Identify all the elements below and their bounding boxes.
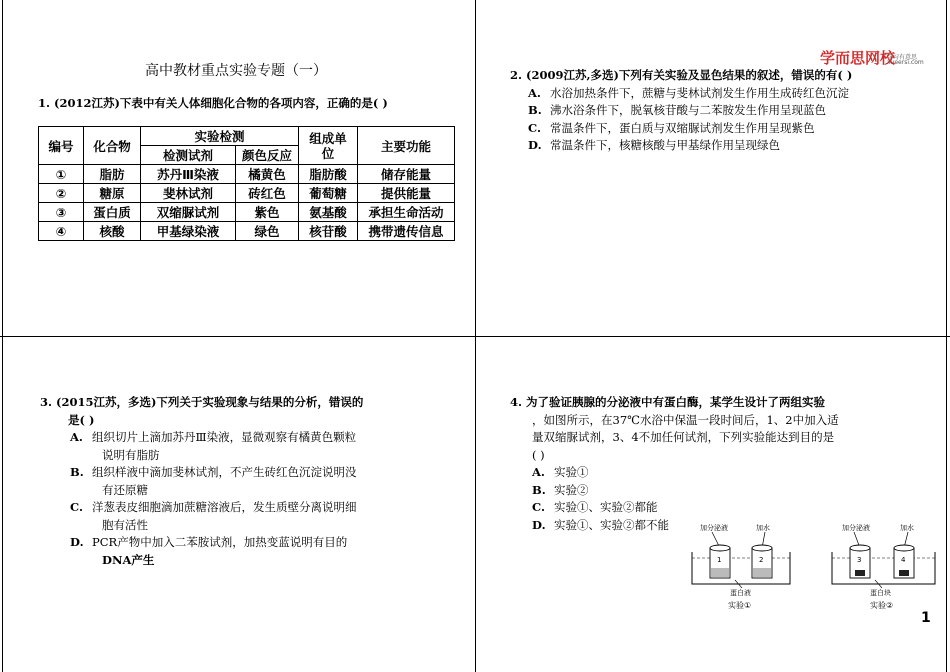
option-text: 实验② (554, 482, 589, 497)
option-a-cont: 说明有脂肪 (102, 447, 160, 462)
logo-text: 学而思网校 (820, 49, 896, 67)
th-function: 主要功能 (358, 127, 455, 165)
table-row (39, 165, 455, 184)
horizontal-divider (0, 336, 950, 337)
question-1-stem: 1. (2012江苏)下表中有关人体细胞化合物的各项内容，正确的是( ) (38, 96, 388, 110)
tube-2-label: 2 (759, 556, 764, 564)
th-compound: 化合物 (84, 127, 141, 165)
option-d-cont: DNA产生 (102, 552, 155, 567)
option-c-cont: 胞有活性 (102, 517, 148, 532)
option-text: 实验① (554, 465, 589, 479)
exp1-bottom-label: 蛋白液 (730, 589, 751, 597)
table-row (39, 184, 455, 203)
option-text: 水浴加热条件下，蔗糖与斐林试剂发生作用生成砖红色沉淀 (550, 85, 849, 100)
option-b (510, 482, 930, 500)
table-row (39, 203, 455, 222)
option-label: C. (532, 500, 545, 514)
option-label: A. (532, 465, 545, 479)
option-label: B. (70, 465, 84, 479)
table-row (39, 222, 455, 241)
cell-unit: 核苷酸 (299, 222, 358, 241)
cell-compound: 脂肪 (84, 165, 141, 184)
cell-no: ③ (39, 203, 84, 222)
cell-reagent: 斐林试剂 (141, 184, 236, 203)
option-a (40, 429, 460, 447)
option-label: A. (70, 430, 83, 444)
question-4-stem-line2: ，如图所示，在37℃水浴中保温一段时间后，1、2中加入适 (532, 412, 839, 427)
option-text: 组织样液中滴加斐林试剂，不产生砖红色沉淀说明没 (92, 465, 357, 479)
option-label: C. (528, 120, 541, 135)
th-reagent: 检测试剂 (141, 146, 236, 165)
option-label: A. (528, 85, 541, 100)
option-d (510, 137, 940, 155)
page-title: 高中教材重点实验专题（一） (145, 63, 327, 79)
cell-color: 橘黄色 (236, 165, 299, 184)
cell-unit: 氨基酸 (299, 203, 358, 222)
cell-compound: 糖原 (84, 184, 141, 203)
th-color: 颜色反应 (236, 146, 299, 165)
option-text: 沸水浴条件下，脱氧核苷酸与二苯胺发生作用呈现蓝色 (550, 103, 826, 117)
cell-color: 砖红色 (236, 184, 299, 203)
page-number: 1 (921, 610, 931, 626)
tube-4-label: 4 (901, 556, 906, 564)
question-3-stem-line1: 3. (2015江苏，多选)下列关于实验现象与结果的分析，错误的 (40, 395, 364, 409)
logo-url: xueersi.com (887, 59, 924, 66)
cell-compound: 蛋白质 (84, 203, 141, 222)
option-b-cont: 有还原糖 (102, 482, 148, 497)
th-unit-text: 组成单位 (309, 130, 347, 161)
cell-unit: 葡萄糖 (299, 184, 358, 203)
option-c (510, 499, 930, 517)
cell-unit: 脂肪酸 (299, 165, 358, 184)
cell-no: ② (39, 184, 84, 203)
option-text: 常温条件下，核糖核酸与甲基绿作用呈现绿色 (550, 138, 780, 152)
option-c (510, 120, 940, 138)
th-detect: 实验检测 (141, 127, 299, 146)
option-text: 洋葱表皮细胞滴加蔗糖溶液后，发生质壁分离说明细 (92, 500, 357, 514)
option-text: 实验①、实验②都不能 (554, 517, 669, 532)
option-label: C. (70, 500, 83, 514)
question-4-stem-line3: 量双缩脲试剂，3、4不加任何试剂，下列实验能达到目的是 (532, 430, 835, 444)
cell-function: 提供能量 (358, 184, 455, 203)
option-b (40, 464, 460, 482)
exp2-secretion-label: 加分泌液 (842, 524, 870, 532)
cell-reagent: 双缩脲试剂 (141, 203, 236, 222)
experiment-1 (692, 523, 790, 610)
option-text: PCR产物中加入二苯胺试剂，加热变蓝说明有目的 (92, 535, 348, 549)
question-4 (510, 394, 930, 534)
cell-no: ① (39, 165, 84, 184)
exp1-secretion-label: 加分泌液 (700, 524, 728, 532)
cell-function: 承担生命活动 (358, 203, 455, 222)
option-text: 组织切片上滴加苏丹Ⅲ染液，显微观察有橘黄色颗粒 (92, 430, 357, 444)
tube-3-label: 3 (857, 556, 862, 564)
cell-reagent: 甲基绿染液 (141, 222, 236, 241)
th-unit (299, 127, 358, 165)
option-b (510, 102, 940, 120)
compound-table (38, 126, 455, 241)
option-a (510, 464, 930, 482)
exp1-caption: 实验① (728, 601, 752, 610)
cell-compound: 核酸 (84, 222, 141, 241)
question-3-stem-line2: 是( ) (68, 412, 95, 427)
cell-reagent: 苏丹Ⅲ染液 (141, 165, 236, 184)
option-label: D. (532, 517, 546, 532)
option-text: 常温条件下，蛋白质与双缩脲试剂发生作用呈现紫色 (550, 120, 815, 135)
exp2-bottom-label: 蛋白块 (870, 589, 891, 597)
cell-function: 携带遗传信息 (358, 222, 455, 241)
question-4-stem-line4: ( ) (532, 447, 545, 462)
question-1 (38, 95, 388, 113)
option-label: B. (532, 482, 546, 497)
question-4-stem-line1: 4. 为了验证胰腺的分泌液中有蛋白酶，某学生设计了两组实验 (510, 395, 826, 409)
option-label: D. (70, 535, 84, 549)
option-label: B. (528, 103, 542, 117)
question-3 (40, 394, 460, 569)
cell-color: 紫色 (236, 203, 299, 222)
option-c (40, 499, 460, 517)
cell-no: ④ (39, 222, 84, 241)
th-no: 编号 (39, 127, 84, 165)
logo-tagline: 学习有意思 (887, 54, 918, 61)
brand-logo (820, 47, 924, 68)
option-d (40, 534, 460, 552)
cell-color: 绿色 (236, 222, 299, 241)
experiment-2 (832, 523, 935, 610)
exp2-water-label: 加水 (900, 524, 914, 532)
tube-1-label: 1 (717, 556, 722, 564)
option-label: D. (528, 138, 542, 152)
cell-function: 储存能量 (358, 165, 455, 184)
exp2-caption: 实验② (870, 601, 894, 610)
exp1-water-label: 加水 (756, 524, 770, 532)
option-a (510, 85, 940, 103)
question-2-stem: 2. (2009江苏,多选)下列有关实验及显色结果的叙述，错误的有( ) (510, 68, 853, 82)
experiment-diagram (690, 522, 940, 612)
option-text: 实验①、实验②都能 (554, 500, 658, 514)
question-2 (510, 67, 940, 155)
